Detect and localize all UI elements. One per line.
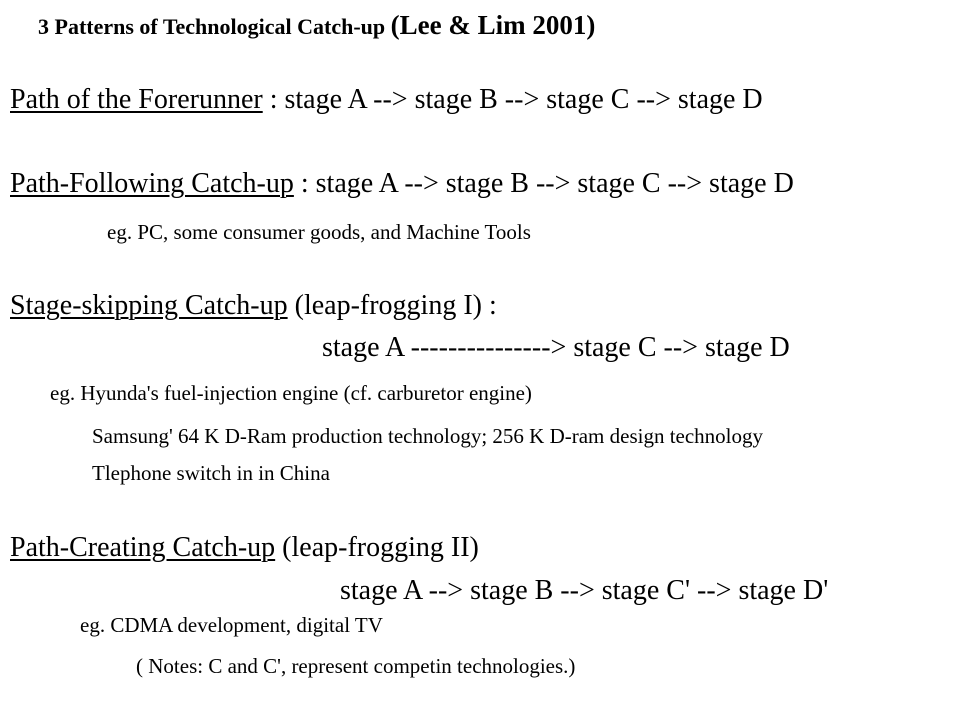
skipping-subtitle: (leap-frogging I) : <box>287 290 497 321</box>
skipping-example-2: Samsung' 64 K D-Ram production technology; 256 K D-ram design technology <box>92 424 764 448</box>
creating-subtitle: (leap-frogging II) <box>275 532 479 563</box>
slide-title <box>38 10 595 41</box>
following-path: : stage A --> stage B --> stage C --> stage D <box>293 168 794 199</box>
skipping-example-1: eg. Hyunda's fuel-injection engine (cf. carburetor engine) <box>50 381 532 405</box>
forerunner-path: : stage A --> stage B --> stage C --> stage D <box>262 84 763 115</box>
creating-example: eg. CDMA development, digital TV <box>80 613 383 637</box>
title-text: 3 Patterns of Technological Catch-up <box>38 14 386 39</box>
creating-heading: Path-Creating Catch-up <box>10 532 276 563</box>
forerunner-line <box>10 84 763 116</box>
creating-path: stage A --> stage B --> stage C' --> stage D' <box>340 575 829 606</box>
skipping-path: stage A ---------------> stage C --> stage D <box>322 332 790 363</box>
title-citation: (Lee & Lim 2001) <box>390 10 596 40</box>
creating-line <box>10 532 479 564</box>
forerunner-heading: Path of the Forerunner <box>10 84 263 115</box>
skipping-heading: Stage-skipping Catch-up <box>10 290 288 321</box>
skipping-example-3: Tlephone switch in in China <box>92 461 330 485</box>
creating-notes: ( Notes: C and C', represent competin technologies.) <box>136 654 576 678</box>
following-heading: Path-Following Catch-up <box>10 168 294 199</box>
skipping-line <box>10 290 497 322</box>
following-example: eg. PC, some consumer goods, and Machine Tools <box>107 220 531 244</box>
following-line <box>10 168 794 200</box>
